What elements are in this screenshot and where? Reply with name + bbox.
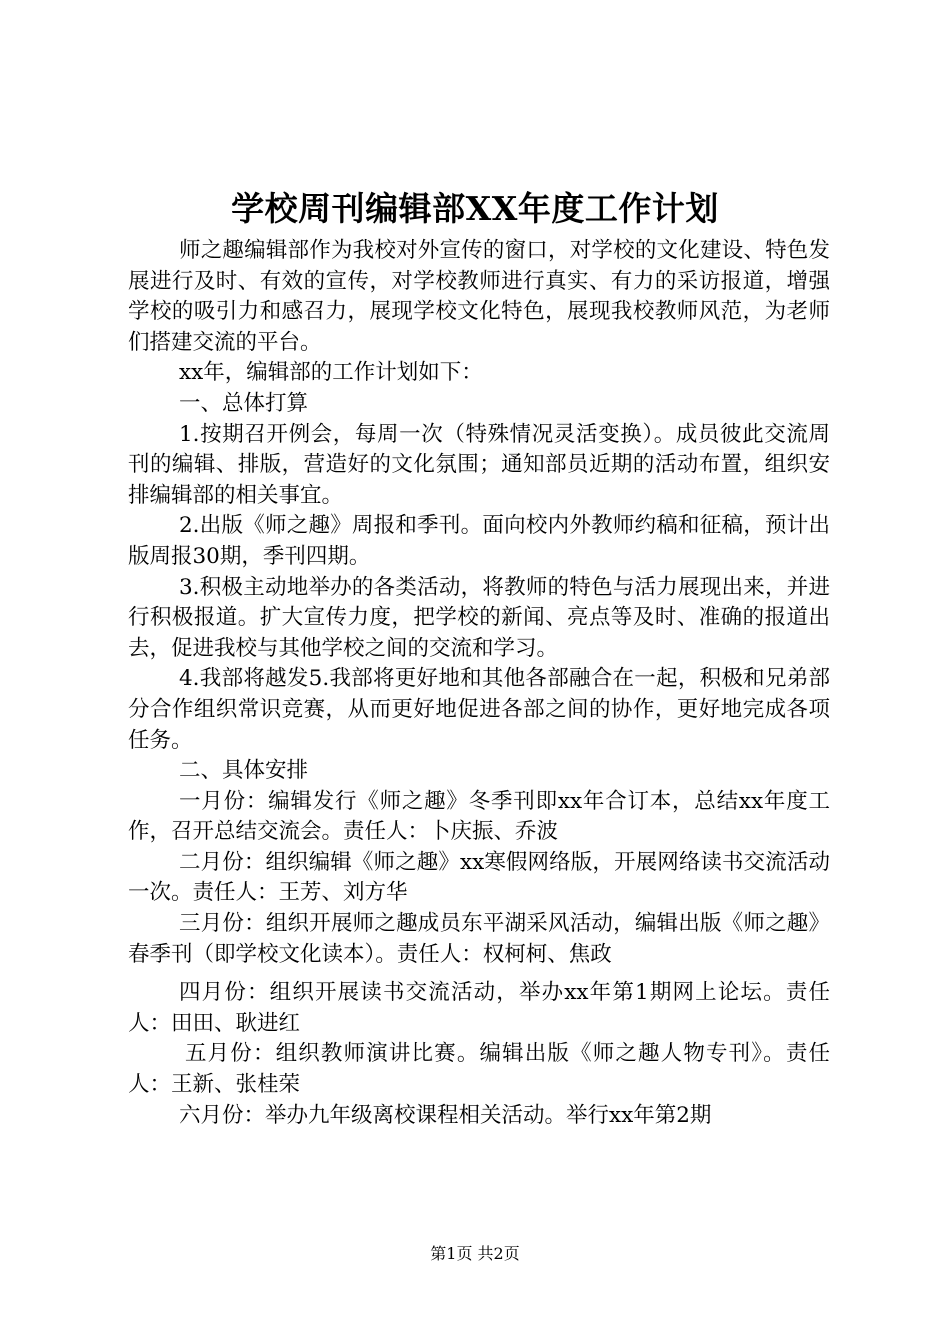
paragraph-february: 二月份：组织编辑《师之趣》xx寒假网络版，开展网络读书交流活动一次。责任人：王芳、刘方华 bbox=[128, 849, 830, 906]
paragraph-item-3: 3.积极主动地举办的各类活动，将教师的特色与活力展现出来，并进行积极报道。扩大宣传力度，把学校的新闻、亮点等及时、准确的报道出去，促进我校与其他学校之间的交流和学习。 bbox=[128, 574, 830, 661]
section-heading-overall: 一、总体打算 bbox=[179, 390, 309, 416]
paragraph-intro: 师之趣编辑部作为我校对外宣传的窗口，对学校的文化建设、特色发展进行及时、有效的宣传，对学校教师进行真实、有力的采访报道，增强学校的吸引力和感召力，展现学校文化特色，展现我校教师风范，为老师们搭建交流的平台。 bbox=[128, 238, 830, 355]
document-body bbox=[128, 236, 830, 1131]
section-heading-schedule: 二、具体安排 bbox=[179, 758, 309, 784]
paragraph-may: 五月份：组织教师演讲比赛。编辑出版《师之趣人物专刊》。责任人：王新、张桂荣 bbox=[128, 1041, 830, 1098]
paragraph-march: 三月份：组织开展师之趣成员东平湖采风活动，编辑出版《师之趣》春季刊（即学校文化读本）。责任人：权柯柯、焦政 bbox=[128, 911, 830, 967]
paragraph-june: 六月份：举办九年级离校课程相关活动。举行xx年第2期 bbox=[179, 1102, 712, 1128]
paragraph-april: 四月份：组织开展读书交流活动，举办xx年第1期网上论坛。责任人：田田、耿进红 bbox=[128, 980, 830, 1036]
document-title: 学校周刊编辑部XX年度工作计划 bbox=[231, 189, 719, 228]
paragraph-january: 一月份：编辑发行《师之趣》冬季刊即xx年合订本，总结xx年度工作，召开总结交流会。责任人：卜庆振、乔波 bbox=[128, 788, 830, 845]
paragraph-item-2: 2.出版《师之趣》周报和季刊。面向校内外教师约稿和征稿，预计出版周报30期，季刊四期。 bbox=[128, 513, 830, 569]
paragraph-plan-lead: xx年，编辑部的工作计划如下： bbox=[179, 360, 483, 386]
page-number-footer: 第1页 共2页 bbox=[430, 1244, 520, 1263]
paragraph-item-1: 1.按期召开例会，每周一次（特殊情况灵活变换）。成员彼此交流周刊的编辑、排版，营造好的文化氛围；通知部员近期的活动布置，组织安排编辑部的相关事宜。 bbox=[128, 421, 830, 508]
paragraph-item-4: 4.我部将越发5.我部将更好地和其他各部融合在一起，积极和兄弟部分合作组织常识竞赛，从而更好地促进各部之间的协作，更好地完成各项任务。 bbox=[128, 666, 830, 753]
